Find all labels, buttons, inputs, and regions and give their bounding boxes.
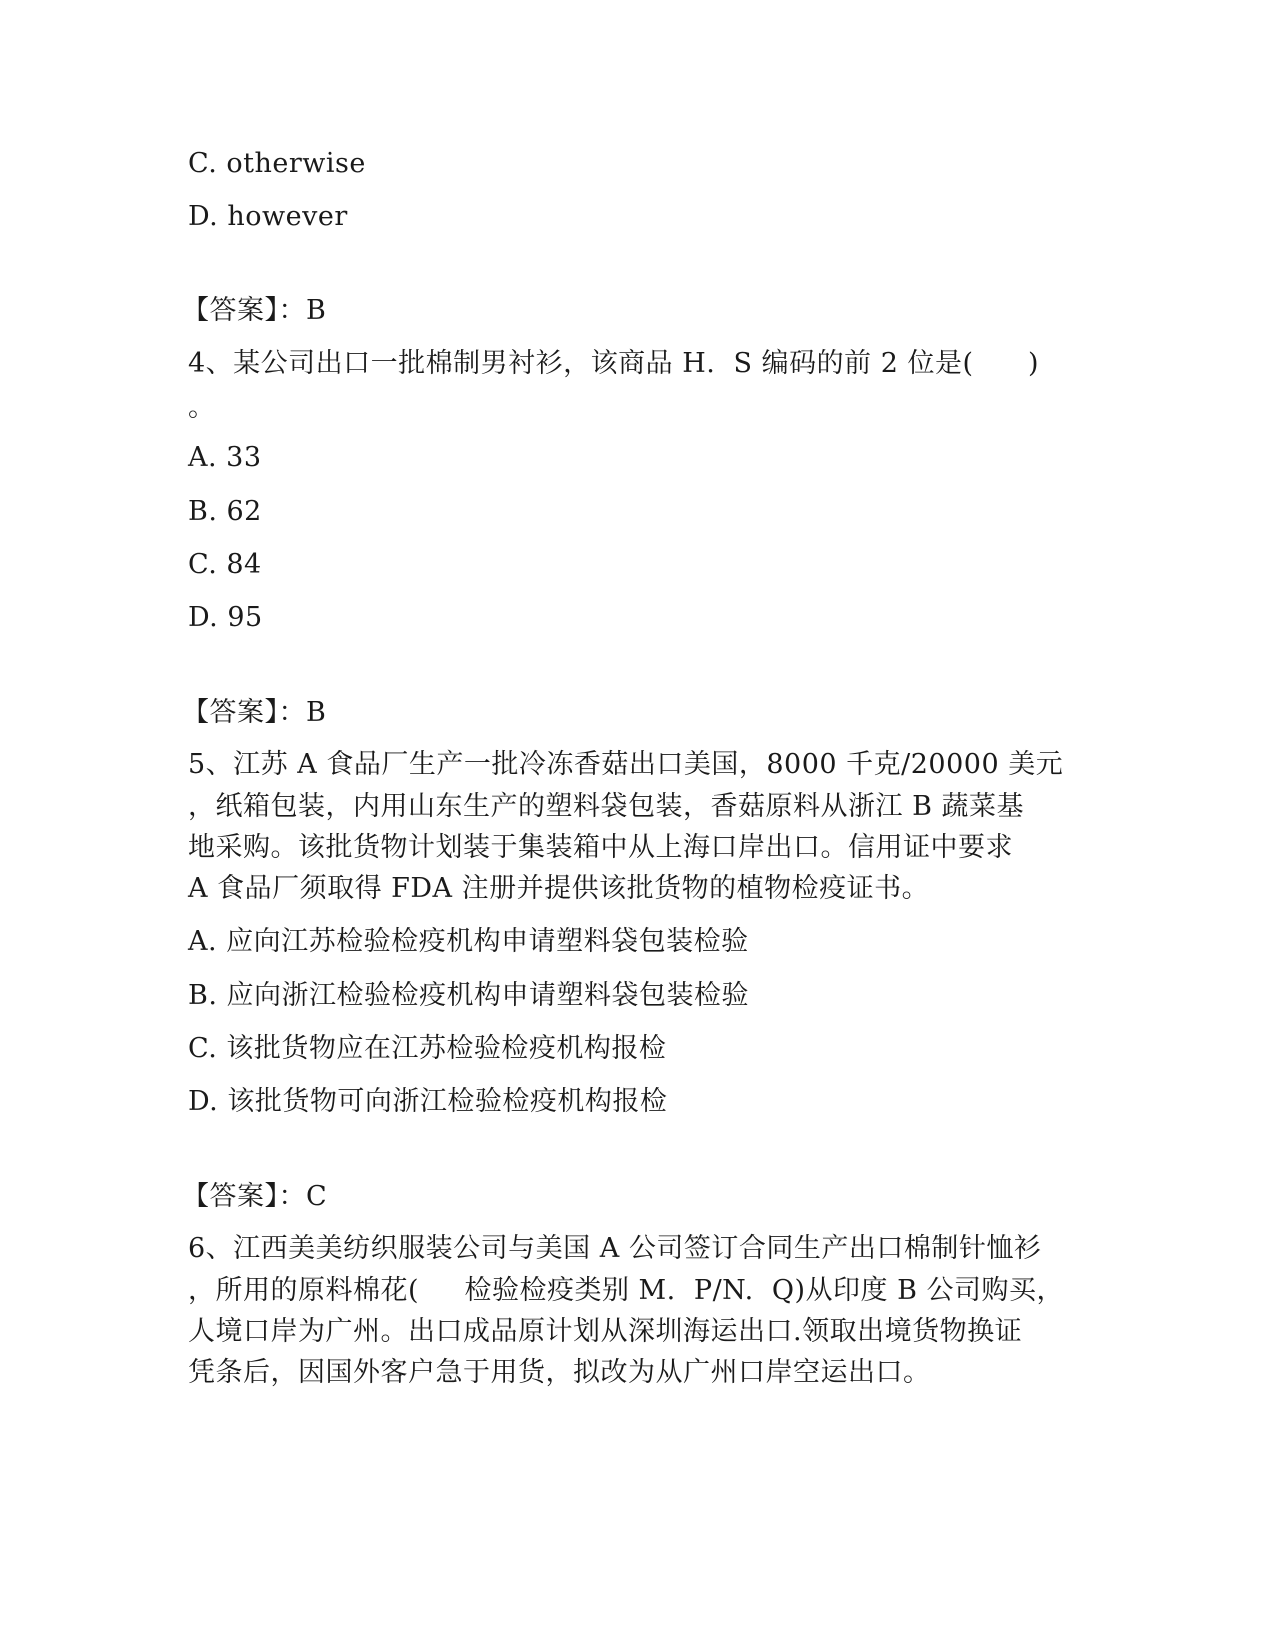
q6-stem-line4: 凭条后，因国外客户急于用货，拟改为从广州口岸空运出口。 [188,1357,931,1388]
q6-stem-line3: 人境口岸为广州。出口成品原计划从深圳海运出口.领取出境货物换证 [188,1316,1023,1347]
q5-stem-line4: A 食品厂须取得 FDA 注册并提供该批货物的植物检疫证书。 [188,873,930,904]
q4-option-b: B. 62 [188,496,262,527]
q5-stem-line2: ，纸箱包装，内用山东生产的塑料袋包装，香菇原料从浙江 B 蔬菜基 [188,791,1025,822]
q4-option-a: A. 33 [188,442,262,473]
q5-answer: 【答案】：C [182,1181,328,1212]
q4-stem-line1: 4、某公司出口一批棉制男衬衫，该商品 H. S 编码的前 2 位是( ) [188,348,1040,379]
q3-option-d: D. however [188,201,348,232]
q4-option-c: C. 84 [188,549,262,580]
q4-answer: 【答案】：B [182,697,327,728]
q4-stem-line2: 。 [188,392,216,423]
q3-option-c: C. otherwise [188,148,366,179]
q5-option-b: B. 应向浙江检验检疫机构申请塑料袋包装检验 [188,980,750,1011]
q5-option-d: D. 该批货物可向浙江检验检疫机构报检 [188,1086,668,1117]
q5-stem-line3: 地采购。该批货物计划装于集装箱中从上海口岸出口。信用证中要求 [188,832,1013,863]
q5-option-a: A. 应向江苏检验检疫机构申请塑料袋包装检验 [188,926,749,957]
q5-stem-line1: 5、江苏 A 食品厂生产一批冷冻香菇出口美国，8000 千克/20000 美元 [188,749,1064,780]
q6-stem-line1: 6、江西美美纺织服装公司与美国 A 公司签订合同生产出口棉制针恤衫 [188,1233,1042,1264]
q6-stem-line2: ，所用的原料棉花( 检验检疫类别 M. P/N. Q)从印度 B 公司购买， [188,1275,1065,1306]
q5-option-c: C. 该批货物应在江苏检验检疫机构报检 [188,1033,667,1064]
q3-answer: 【答案】：B [182,295,327,326]
q4-option-d: D. 95 [188,602,263,633]
